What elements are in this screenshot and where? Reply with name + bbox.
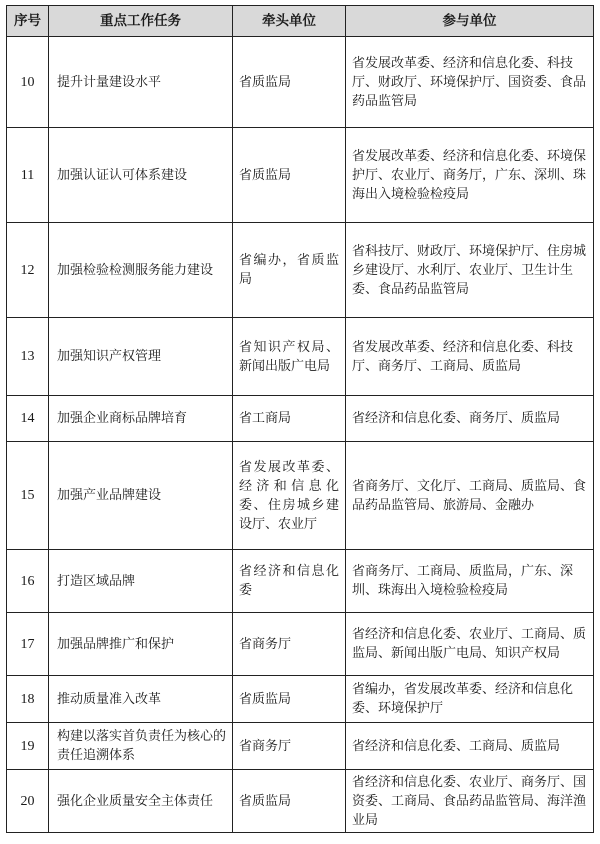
row-lead: 省知识产权局、新闻出版广电局 bbox=[233, 318, 346, 396]
table-row bbox=[7, 676, 594, 723]
row-participants: 省经济和信息化委、商务厅、质监局 bbox=[346, 396, 594, 442]
table-row bbox=[7, 37, 594, 128]
row-task: 强化企业质量安全主体责任 bbox=[49, 770, 233, 833]
row-task: 构建以落实首负责任为核心的责任追溯体系 bbox=[49, 723, 233, 770]
row-participants: 省发展改革委、经济和信息化委、科技厅、商务厅、工商局、质监局 bbox=[346, 318, 594, 396]
row-task: 推动质量准入改革 bbox=[49, 676, 233, 723]
row-participants: 省商务厅、文化厅、工商局、质监局、食品药品监管局、旅游局、金融办 bbox=[346, 442, 594, 550]
row-task: 加强知识产权管理 bbox=[49, 318, 233, 396]
row-lead: 省经济和信息化委 bbox=[233, 550, 346, 613]
row-no: 15 bbox=[7, 442, 49, 550]
row-participants: 省编办，省发展改革委、经济和信息化委、环境保护厅 bbox=[346, 676, 594, 723]
table-row bbox=[7, 770, 594, 833]
row-lead: 省质监局 bbox=[233, 770, 346, 833]
row-participants: 省经济和信息化委、农业厅、工商局、质监局、新闻出版广电局、知识产权局 bbox=[346, 613, 594, 676]
row-participants: 省发展改革委、经济和信息化委、科技厅、财政厅、环境保护厅、国资委、食品药品监管局 bbox=[346, 37, 594, 128]
row-lead: 省质监局 bbox=[233, 128, 346, 223]
row-task: 加强检验检测服务能力建设 bbox=[49, 223, 233, 318]
header-no: 序号 bbox=[7, 6, 49, 37]
row-task: 加强品牌推广和保护 bbox=[49, 613, 233, 676]
row-task: 加强企业商标品牌培育 bbox=[49, 396, 233, 442]
table-row bbox=[7, 318, 594, 396]
table-row bbox=[7, 223, 594, 318]
table-header bbox=[7, 6, 594, 37]
row-no: 13 bbox=[7, 318, 49, 396]
row-no: 20 bbox=[7, 770, 49, 833]
table-row bbox=[7, 550, 594, 613]
table-row bbox=[7, 396, 594, 442]
task-table bbox=[6, 5, 594, 833]
table-wrapper bbox=[6, 5, 594, 833]
row-lead: 省商务厅 bbox=[233, 723, 346, 770]
table-row bbox=[7, 723, 594, 770]
row-lead: 省质监局 bbox=[233, 37, 346, 128]
table-row bbox=[7, 442, 594, 550]
header-lead: 牵头单位 bbox=[233, 6, 346, 37]
row-lead: 省商务厅 bbox=[233, 613, 346, 676]
row-no: 19 bbox=[7, 723, 49, 770]
row-lead: 省工商局 bbox=[233, 396, 346, 442]
row-no: 16 bbox=[7, 550, 49, 613]
row-participants: 省商务厅、工商局、质监局，广东、深圳、珠海出入境检验检疫局 bbox=[346, 550, 594, 613]
header-task: 重点工作任务 bbox=[49, 6, 233, 37]
row-no: 11 bbox=[7, 128, 49, 223]
row-task: 加强产业品牌建设 bbox=[49, 442, 233, 550]
table-body bbox=[7, 37, 594, 833]
row-lead: 省质监局 bbox=[233, 676, 346, 723]
table-row bbox=[7, 613, 594, 676]
row-task: 打造区域品牌 bbox=[49, 550, 233, 613]
row-task: 加强认证认可体系建设 bbox=[49, 128, 233, 223]
row-no: 18 bbox=[7, 676, 49, 723]
header-participants: 参与单位 bbox=[346, 6, 594, 37]
table-row bbox=[7, 128, 594, 223]
row-participants: 省经济和信息化委、农业厅、商务厅、国资委、工商局、食品药品监管局、海洋渔业局 bbox=[346, 770, 594, 833]
row-participants: 省科技厅、财政厅、环境保护厅、住房城乡建设厅、水利厅、农业厅、卫生计生委、食品药品监管局 bbox=[346, 223, 594, 318]
row-lead: 省编办，省质监局 bbox=[233, 223, 346, 318]
row-task: 提升计量建设水平 bbox=[49, 37, 233, 128]
row-lead: 省发展改革委、经济和信息化委、住房城乡建设厅、农业厅 bbox=[233, 442, 346, 550]
header-row bbox=[7, 6, 594, 37]
row-no: 17 bbox=[7, 613, 49, 676]
row-no: 10 bbox=[7, 37, 49, 128]
row-no: 12 bbox=[7, 223, 49, 318]
row-participants: 省经济和信息化委、工商局、质监局 bbox=[346, 723, 594, 770]
row-no: 14 bbox=[7, 396, 49, 442]
row-participants: 省发展改革委、经济和信息化委、环境保护厅、农业厅、商务厅，广东、深圳、珠海出入境检验检疫局 bbox=[346, 128, 594, 223]
